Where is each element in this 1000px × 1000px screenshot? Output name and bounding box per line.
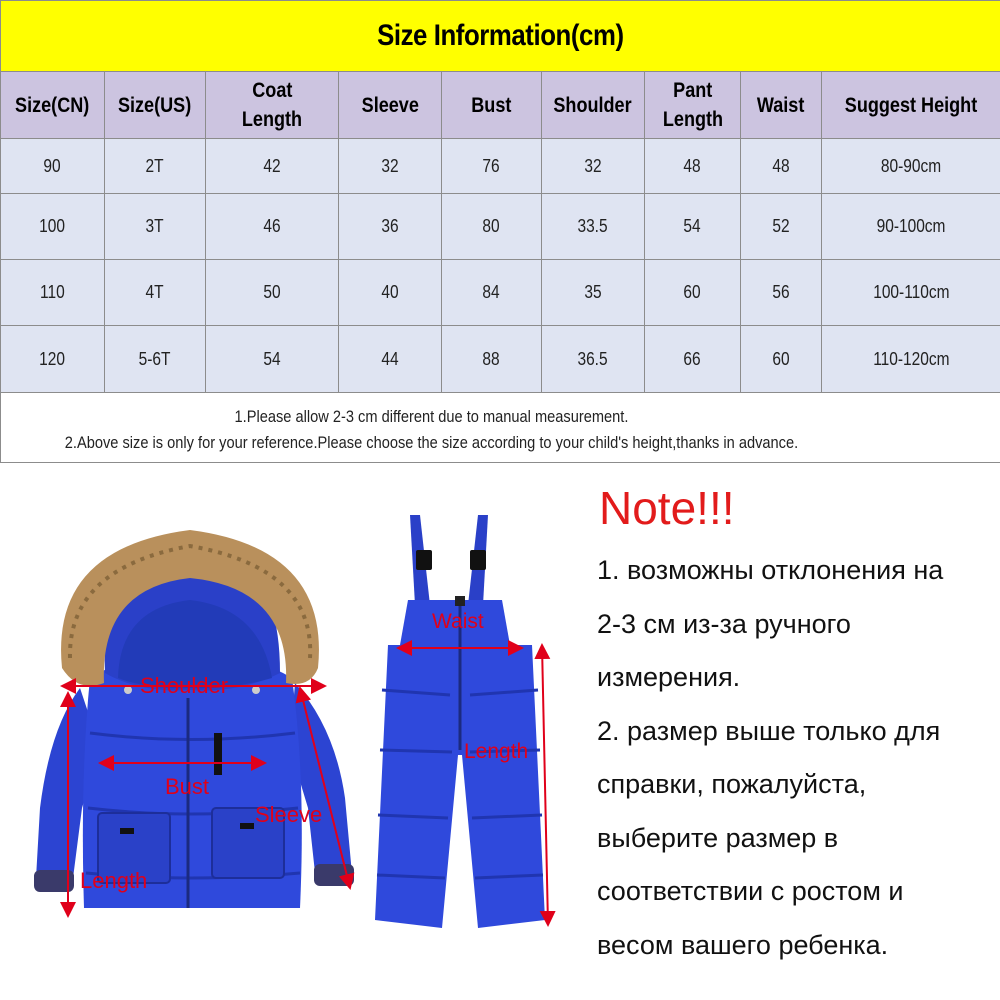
header-pant-length: Pant Length [645, 72, 741, 139]
jacket-label-sleeve: Sleeve [255, 802, 323, 827]
cell-coat-length: 42 [206, 139, 339, 194]
cell-size-cn: 110 [1, 260, 105, 326]
cell-coat-length: 46 [206, 194, 339, 260]
cell-shoulder: 33.5 [542, 194, 645, 260]
cell-waist: 52 [741, 194, 822, 260]
table-row [1, 194, 1000, 260]
note-line: весом вашего ребенка. [597, 929, 889, 960]
cell-size-us: 3T [105, 194, 206, 260]
cell-suggest-height: 90-100cm [822, 194, 1000, 260]
size-table [0, 0, 1000, 463]
cell-size-us: 5-6T [105, 326, 206, 393]
note-line: 2-3 см из-за ручного [597, 608, 851, 639]
table-note-2: 2.Above size is only for your reference.Please choose the size according to your child's height,thanks in advance. [64, 432, 799, 452]
cell-waist: 56 [741, 260, 822, 326]
cell-shoulder: 36.5 [542, 326, 645, 393]
table-row [1, 326, 1000, 393]
cell-pant-length: 54 [645, 194, 741, 260]
cell-suggest-height: 80-90cm [822, 139, 1000, 194]
cell-pant-length: 60 [645, 260, 741, 326]
note-text [597, 544, 997, 972]
header-coat-length: Coat Length [206, 72, 339, 139]
pants-label-waist: Waist [432, 610, 484, 633]
note-title: Note!!! [599, 482, 735, 534]
header-bust: Bust [442, 72, 542, 139]
cell-bust: 84 [442, 260, 542, 326]
pants-image [375, 515, 545, 928]
cell-waist: 48 [741, 139, 822, 194]
note-line: 2. размер выше только для [597, 715, 941, 746]
jacket-measurement-diagram [10, 478, 380, 948]
table-title: Size Information(cm) [1, 1, 1000, 72]
table-title-row [1, 1, 1000, 72]
cell-bust: 88 [442, 326, 542, 393]
header-shoulder: Shoulder [542, 72, 645, 139]
cell-pant-length: 66 [645, 326, 741, 393]
table-note-1: 1.Please allow 2-3 cm different due to manual measurement. [234, 406, 629, 426]
note-line: измерения. [597, 662, 741, 692]
cell-sleeve: 40 [339, 260, 442, 326]
header-waist: Waist [741, 72, 822, 139]
cell-coat-length: 54 [206, 326, 339, 393]
header-sleeve: Sleeve [339, 72, 442, 139]
note-block [597, 478, 997, 972]
cell-coat-length: 50 [206, 260, 339, 326]
pants-label-length: Length [464, 740, 529, 763]
cell-shoulder: 35 [542, 260, 645, 326]
cell-size-cn: 100 [1, 194, 105, 260]
note-line: 1. возможны отклонения на [597, 555, 944, 585]
jacket-label-shoulder: Shoulder [140, 673, 229, 698]
note-line: справки, пожалуйста, [597, 769, 867, 799]
cell-size-us: 2T [105, 139, 206, 194]
cell-pant-length: 48 [645, 139, 741, 194]
jacket-label-length: Length [80, 868, 148, 893]
cell-size-cn: 120 [1, 326, 105, 393]
cell-bust: 76 [442, 139, 542, 194]
cell-size-cn: 90 [1, 139, 105, 194]
header-suggest-height: Suggest Height [822, 72, 1000, 139]
cell-suggest-height: 100-110cm [822, 260, 1000, 326]
table-row [1, 139, 1000, 194]
table-header-row [1, 72, 1000, 139]
cell-size-us: 4T [105, 260, 206, 326]
cell-sleeve: 36 [339, 194, 442, 260]
note-line: соответствии с ростом и [597, 876, 904, 906]
cell-sleeve: 32 [339, 139, 442, 194]
table-row [1, 260, 1000, 326]
cell-sleeve: 44 [339, 326, 442, 393]
cell-suggest-height: 110-120cm [822, 326, 1000, 393]
note-line: выберите размер в [597, 822, 839, 853]
pants-measurement-diagram [360, 500, 560, 940]
table-notes-row [1, 393, 1000, 463]
jacket-image [34, 530, 354, 908]
header-size-cn: Size(CN) [1, 72, 105, 139]
cell-waist: 60 [741, 326, 822, 393]
table-notes [1, 393, 1000, 463]
header-size-us: Size(US) [105, 72, 206, 139]
cell-bust: 80 [442, 194, 542, 260]
cell-shoulder: 32 [542, 139, 645, 194]
jacket-label-bust: Bust [165, 774, 210, 799]
